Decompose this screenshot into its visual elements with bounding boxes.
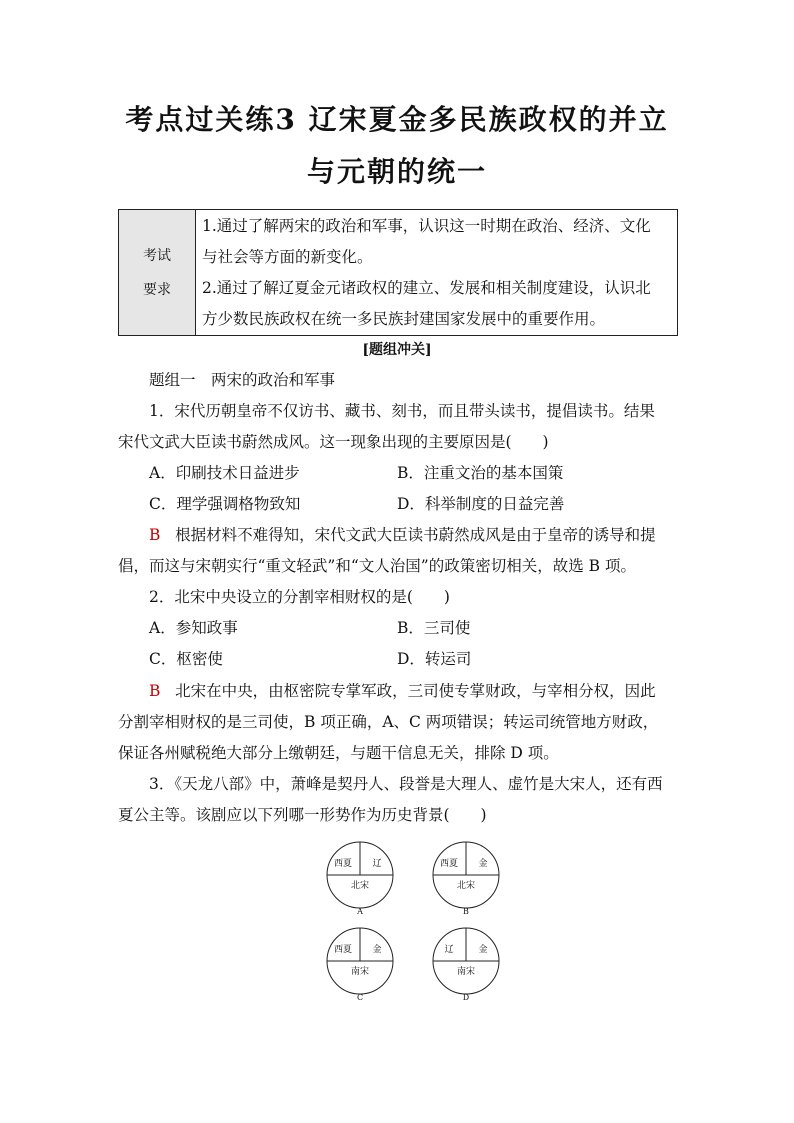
- diagram-a-label: A: [357, 907, 363, 916]
- diagram-d-top-left: 辽: [444, 945, 454, 955]
- requirements-line: 与社会等方面的新变化。: [202, 248, 373, 266]
- requirements-content: [196, 210, 677, 335]
- q1-option-b: B．注重文治的基本国策: [397, 464, 564, 482]
- diagram-a-top-left: 西夏: [333, 859, 352, 869]
- group-title: 题组一 两宋的政治和军事: [149, 371, 336, 389]
- diagram-c: [326, 927, 394, 1007]
- requirements-label-line2: 要求: [143, 281, 171, 298]
- q1-option-c: C．理学强调格物致知: [149, 495, 301, 513]
- q3-stem-line1: 3．《天龙八部》中，萧峰是契丹人、段誉是大理人、虚竹是大宋人，还有西: [149, 775, 663, 793]
- q1-stem-line2: 宋代文武大臣读书蔚然成风。这一现象出现的主要原因是( ): [118, 433, 549, 451]
- diagram-d: [432, 927, 500, 1007]
- q2-answer: B: [149, 682, 161, 700]
- page-title-line2: 与元朝的统一: [306, 155, 487, 188]
- q1-option-a: A．印刷技术日益进步: [149, 464, 300, 482]
- diagram-b: [432, 841, 500, 921]
- q1-explanation-line2: 倡，而这与宋朝实行“重文轻武”和“文人治国”的政策密切相关，故选 B 项。: [118, 557, 636, 575]
- requirements-table: [118, 209, 678, 336]
- diagram-c-label: C: [356, 993, 364, 1002]
- diagram-b-top-left: 西夏: [439, 859, 458, 869]
- diagram-a-bottom: 北宋: [350, 881, 369, 891]
- diagram-d-circle: [432, 927, 500, 995]
- requirements-line: 2.通过了解辽夏金元诸政权的建立、发展和相关制度建设，认识北: [202, 279, 651, 297]
- q2-option-a: A．参知政事: [149, 619, 238, 637]
- diagram-b-label: B: [463, 907, 469, 916]
- q2-stem: 2．北宋中央设立的分割宰相财权的是( ): [149, 588, 450, 606]
- diagram-a-top-right: 辽: [372, 859, 382, 869]
- q2-option-b: B．三司使: [397, 619, 471, 637]
- q2-exp-text: 北宋在中央，由枢密院专掌军政，三司使专掌财政，与宰相分权，因此: [175, 682, 656, 700]
- diagram-c-top-right: 金: [372, 945, 382, 955]
- q2-explanation-line1: [149, 679, 656, 701]
- section-tag: [题组冲关]: [362, 342, 432, 358]
- diagram-a-circle: [326, 841, 394, 909]
- requirements-label-line1: 考试: [143, 247, 171, 264]
- q1-exp-text: 根据材料不难得知，宋代文武大臣读书蔚然成风是由于皇帝的诱导和提: [175, 526, 656, 544]
- q1-answer: B: [149, 526, 161, 544]
- diagram-a: [326, 841, 394, 921]
- diagram-b-bottom: 北宋: [456, 881, 475, 891]
- page-title: 考点过关练3 辽宋夏金多民族政权的并立: [125, 103, 669, 136]
- q1-explanation-line1: [149, 523, 656, 545]
- diagram-d-bottom: 南宋: [456, 967, 475, 977]
- requirements-label: [119, 210, 196, 335]
- q2-explanation-line2: 分割宰相财权的是三司使，B 项正确，A、C 两项错误；转运司统管地方财政，: [118, 713, 659, 731]
- requirements-line: 方少数民族政权在统一多民族封建国家发展中的重要作用。: [202, 310, 606, 328]
- q2-option-d: D．转运司: [397, 650, 472, 668]
- diagram-b-top-right: 金: [478, 859, 488, 869]
- diagram-d-label: D: [462, 993, 470, 1002]
- q3-stem-line2: 夏公主等。该剧应以下列哪一形势作为历史背景( ): [118, 806, 487, 824]
- q1-option-d: D．科举制度的日益完善: [397, 495, 565, 513]
- diagram-c-bottom: 南宋: [350, 967, 369, 977]
- q2-explanation-line3: 保证各州赋税绝大部分上缴朝廷，与题干信息无关，排除 D 项。: [118, 744, 559, 762]
- diagram-c-top-left: 西夏: [333, 945, 352, 955]
- diagram-c-circle: [326, 927, 394, 995]
- q2-option-c: C．枢密使: [149, 650, 223, 668]
- diagram-d-top-right: 金: [478, 945, 488, 955]
- requirements-line: 1.通过了解两宋的政治和军事，认识这一时期在政治、经济、文化: [202, 217, 651, 235]
- q1-stem-line1: 1．宋代历朝皇帝不仅访书、藏书、刻书，而且带头读书，提倡读书。结果: [149, 402, 655, 420]
- diagram-b-circle: [432, 841, 500, 909]
